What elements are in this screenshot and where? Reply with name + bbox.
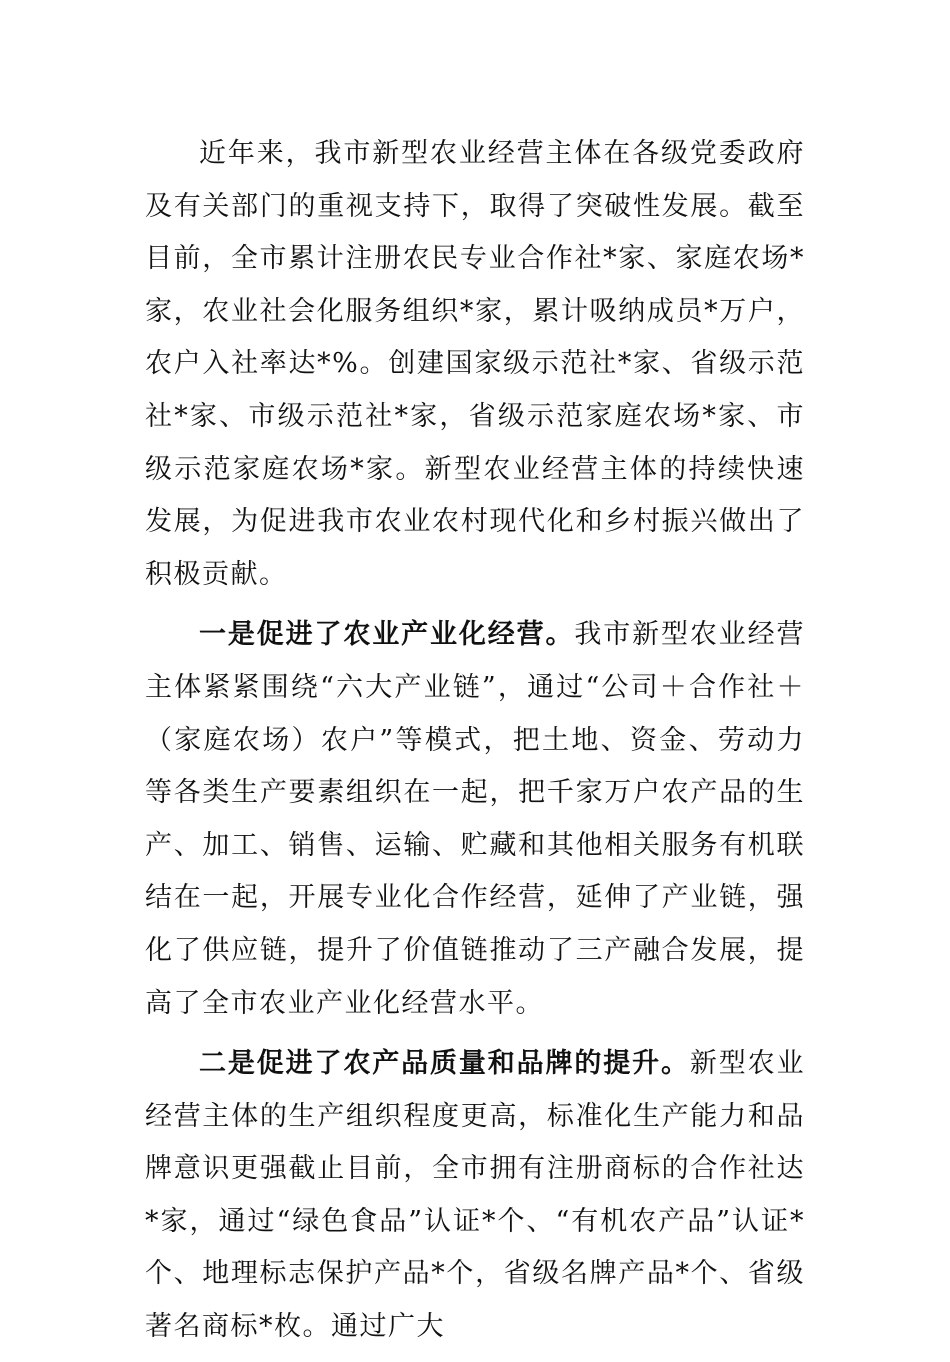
- paragraph-industrialization: [145, 609, 805, 1030]
- document-body: [145, 128, 805, 1362]
- paragraph-lead: 二是促进了农产品质量和品牌的提升。: [199, 1048, 690, 1080]
- paragraph-lead: 一是促进了农业产业化经营。: [199, 619, 575, 651]
- paragraph-text: 近年来，我市新型农业经营主体在各级党委政府及有关部门的重视支持下，取得了突破性发展。截至目前，全市累计注册农民专业合作社*家、家庭农场*家，农业社会化服务组织*家，累计吸纳成员*万户，农户入社率达*%。创建国家级示范社*家、省级示范社*家、市级示范社*家，省级示范家庭农场*家、市级示范家庭农场*家。新型农业经营主体的持续快速发展，为促进我市农业农村现代化和乡村振兴做出了积极贡献。: [145, 138, 805, 590]
- paragraph-intro: [145, 128, 805, 601]
- paragraph-text: 我市新型农业经营主体紧紧围绕“六大产业链”，通过“公司＋合作社＋（家庭农场）农户”等模式，把土地、资金、劳动力等各类生产要素组织在一起，把千家万户农产品的生产、加工、销售、运输、贮藏和其他相关服务有机联结在一起，开展专业化合作经营，延伸了产业链，强化了供应链，提升了价值链推动了三产融合发展，提高了全市农业产业化经营水平。: [145, 619, 805, 1019]
- paragraph-quality-brand: [145, 1038, 805, 1354]
- paragraph-text: 新型农业经营主体的生产组织程度更高，标准化生产能力和品牌意识更强截止目前，全市拥有注册商标的合作社达*家，通过“绿色食品”认证*个、“有机农产品”认证*个、地理标志保护产品*个，省级名牌产品*个、省级著名商标*枚。通过广大: [145, 1048, 805, 1343]
